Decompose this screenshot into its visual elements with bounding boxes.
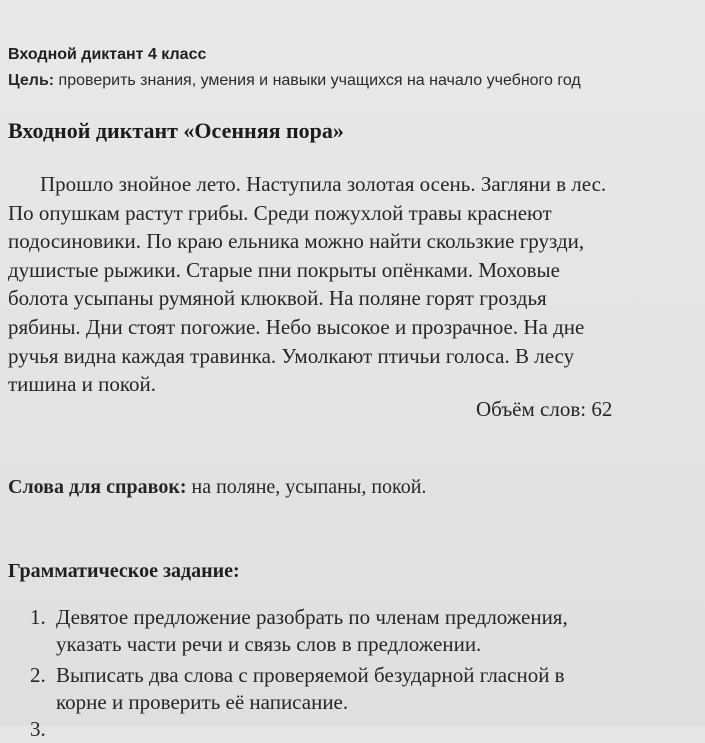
dictation-line: Прошло знойное лето. Наступила золотая осень. Загляни в лес. [40, 172, 607, 196]
task-number: 3. [30, 717, 46, 741]
goal-text: проверить знания, умения и навыки учащихся на начало учебного год [54, 72, 581, 89]
reference-words [8, 476, 426, 499]
grammar-title: Грамматическое задание: [8, 560, 240, 582]
dictation-line: болота усыпаны румяной клюквой. На поляне горят гроздья [8, 286, 547, 311]
task-text-line1: Девятое предложение разобрать по членам предложения, [56, 605, 568, 629]
dictation-line: тишина и покой. [8, 372, 156, 397]
grammar-task-3 [30, 716, 56, 743]
dictation-line: По опушкам растут грибы. Среди пожухлой травы краснеют [8, 200, 552, 225]
header-goal-line [8, 72, 581, 90]
grammar-task-1 [30, 604, 568, 658]
dictation-line: рябины. Дни стоят погожие. Небо высокое и прозрачное. На дне [8, 314, 585, 339]
reference-label: Слова для справок: [8, 476, 187, 498]
grammar-task-2 [30, 662, 565, 716]
dictation-line: подосиновики. По краю ельника можно найти скользкие грузди, [8, 229, 585, 254]
dictation-line: ручья видна каждая травинка. Умолкают птичьи голоса. В лесу [8, 343, 575, 368]
dictation-line: душистые рыжики. Старые пни покрыты опёнками. Моховые [8, 257, 560, 282]
header-class-line: Входной диктант 4 класс [8, 46, 207, 63]
task-number: 2. [30, 663, 46, 687]
task-text-line2: корне и проверить её написание. [56, 690, 349, 714]
task-number: 1. [30, 605, 46, 629]
dictation-title: Входной диктант «Осенняя пора» [8, 118, 344, 143]
word-count: Объём слов: 62 [476, 397, 613, 421]
goal-label: Цель: [8, 72, 55, 89]
task-text-line1: Выписать два слова с проверяемой безударной гласной в [56, 663, 565, 687]
reference-list: на поляне, усыпаны, покой. [186, 476, 427, 498]
task-text-line2: указать части речи и связь слов в предложении. [56, 632, 482, 656]
dictation-text [8, 170, 698, 399]
